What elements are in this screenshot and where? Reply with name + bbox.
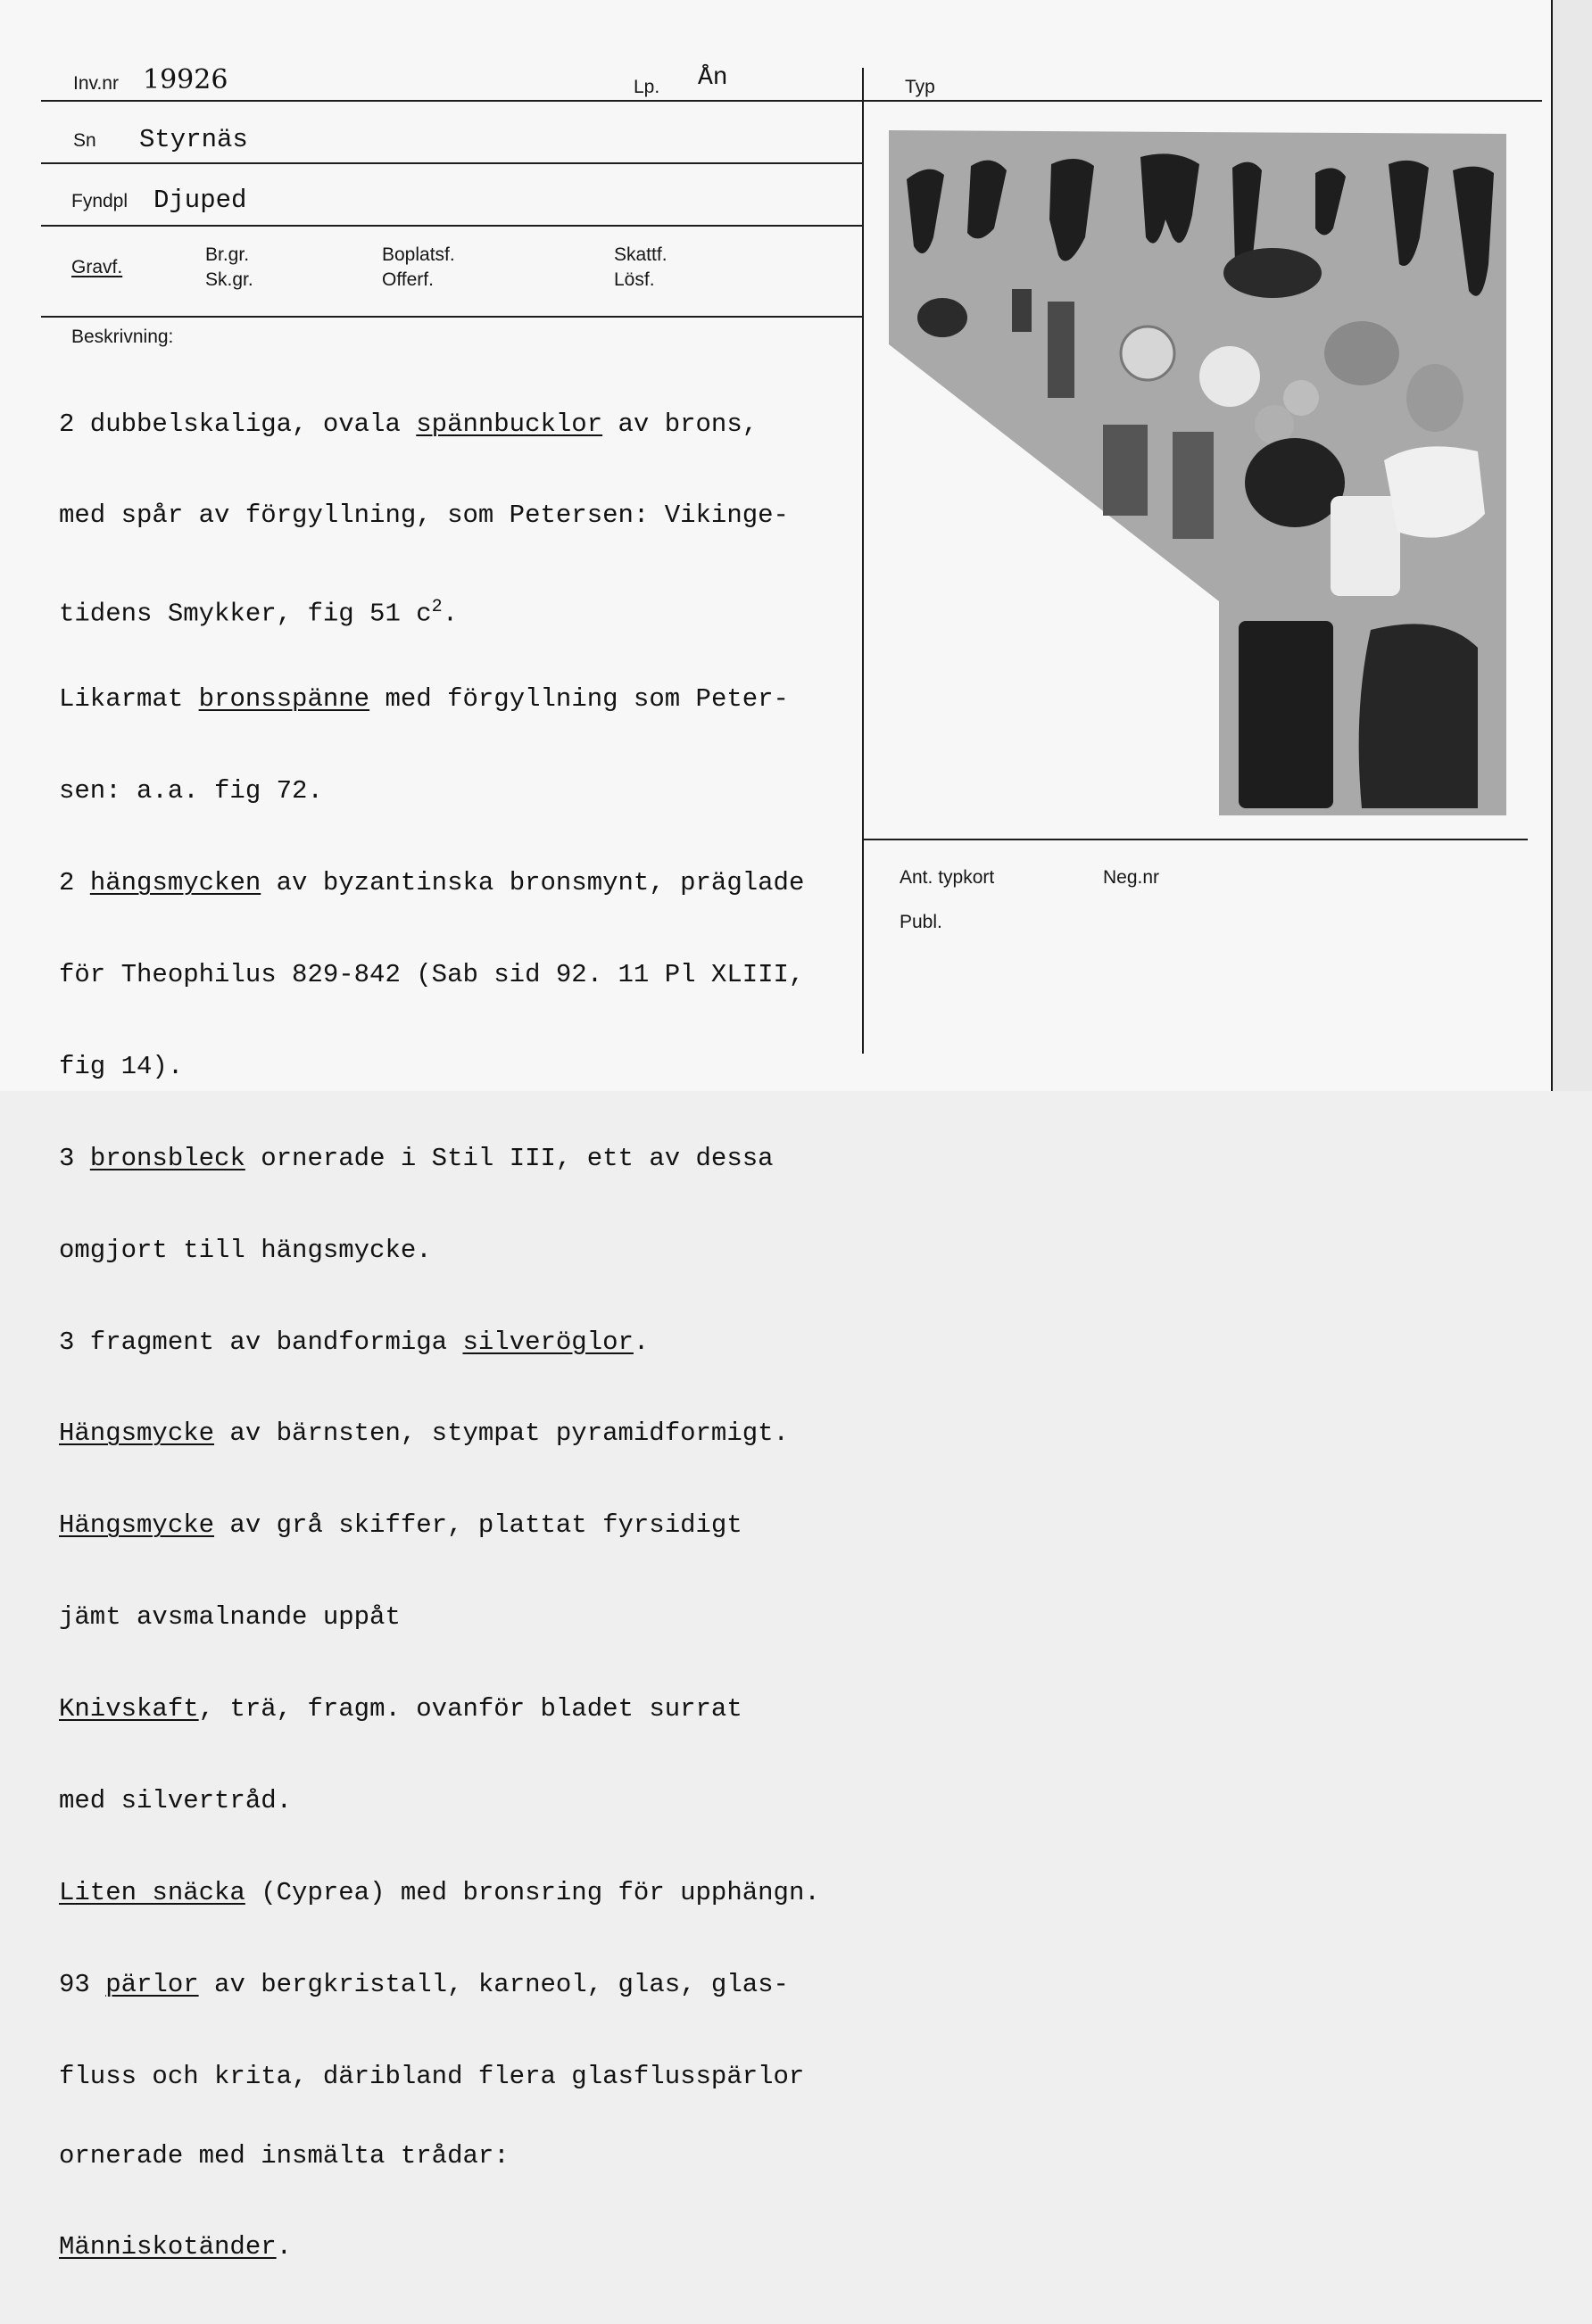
description-line [59,2232,820,2262]
row-divider-gravf [41,316,862,318]
text: 3 fragment av bandformiga [59,1327,463,1357]
ring-bead-icon [1199,346,1260,407]
fyndp-label: Fyndpl [71,191,129,211]
description-line: med silvertråd. [59,1785,293,1815]
keyword: Knivskaft [59,1694,199,1724]
lp-label: Lp. [634,77,660,97]
row-divider-fyndp [41,225,862,227]
keyword: hängsmycken [89,868,261,898]
keyword: bronsspänne [198,684,370,715]
description-line [59,1418,820,1449]
chalk-bead-icon [1331,496,1400,596]
text: Likarmat [59,684,199,715]
finds-photograph [889,130,1506,815]
text: . [442,600,459,630]
text: . [633,1327,650,1357]
sn-label: Sn [73,130,96,151]
bronze-plate-icon [1012,289,1032,332]
description-line [59,1144,820,1174]
keyword: Hängsmycke [59,1418,215,1449]
text: , trä, fragm. ovanför bladet surrat [198,1694,742,1724]
keyword: silveröglor [462,1327,634,1357]
lp-value: Ån [698,64,728,92]
ant-typkort-label: Ant. typkort [900,867,995,888]
inv-value: 19926 [143,64,228,95]
text: 93 [59,1969,106,1999]
glass-bead-icon [1255,405,1294,444]
boplatsf-label: Boplatsf. [382,244,455,265]
text: med förgyllning som Peter- [369,684,789,715]
column-divider [862,68,864,1054]
description-line [59,684,820,715]
keyword: Liten snäcka [59,1877,245,1907]
description-line [59,1327,820,1358]
skgr-label: Sk.gr. [205,269,253,290]
card-edge [1551,0,1592,1091]
fyndp-value: Djuped [153,186,247,215]
keyword: Hängsmycke [59,1510,215,1541]
crystal-bead-icon [1406,364,1463,432]
text: av bergkristall, karneol, glas, glas- [198,1969,789,1999]
superscript: 2 [431,597,443,618]
amber-bead-icon [1324,321,1399,385]
text: ornerade i Stil III, ett av dessa [245,1143,774,1173]
negnr-label: Neg.nr [1103,867,1160,888]
bronze-plate-icon [1173,432,1214,539]
keyword: bronsbleck [89,1143,245,1173]
typ-label: Typ [905,77,935,97]
description-line: jämt avsmalnande uppåt [59,1602,401,1633]
beskrivning-label: Beskrivning: [71,327,174,347]
slate-pendant-icon [1359,624,1478,808]
description-line [59,1510,820,1541]
description-line: omgjort till hängsmycke. [59,1235,432,1265]
coin-pendant-icon [1245,438,1345,527]
sn-value: Styrnäs [139,125,248,154]
glass-bead-icon [1283,380,1319,416]
description-line: för Theophilus 829-842 (Sab sid 92. 11 Pl XLIII, [59,959,805,989]
offerf-label: Offerf. [382,269,434,290]
text: av grå skiffer, plattat fyrsidigt [214,1510,742,1541]
description-line [59,1970,820,2000]
gravf-label: Gravf. [71,257,123,277]
text: av byzantinska bronsmynt, präglade [261,868,805,898]
text: . [276,2232,293,2262]
bronze-plate-icon [1103,425,1148,516]
skattf-label: Skattf. [614,244,667,265]
text: 2 dubbelskaliga, ovala [59,409,417,439]
description-line: fig 14). [59,1051,184,1081]
row-divider-ant [862,839,1528,840]
shell-icon [1223,248,1322,298]
text: av brons, [602,409,759,439]
bronze-plate-icon [1048,302,1074,398]
brgr-label: Br.gr. [205,244,250,265]
description-line: fluss och krita, däribland flera glasflusspärlor [59,2061,805,2091]
inv-label: Inv.nr [73,73,119,94]
losf-label: Lösf. [614,269,655,290]
keyword: Människotänder [59,2232,277,2262]
description-line [59,409,820,440]
row-divider-inv [41,100,1542,102]
description-line [59,1878,820,1908]
ring-bead-icon [1121,327,1174,380]
text: 3 [59,1143,90,1173]
description-line [59,592,820,630]
fragment-icon [917,298,967,337]
description-line [59,1694,820,1724]
description-line: sen: a.a. fig 72. [59,776,323,806]
publ-label: Publ. [900,912,942,932]
knife-haft-icon [1239,621,1333,808]
chalk-bead-icon [1384,446,1485,537]
keyword: spännbucklor [416,409,603,439]
text: tidens Smykker, fig 51 c [59,600,432,630]
text: av bärnsten, stympat pyramidformigt. [214,1418,789,1449]
text: 2 [59,868,90,898]
text: (Cyprea) med bronsring för upphängn. [245,1877,820,1907]
row-divider-sn [41,162,862,164]
description-text [59,348,820,2324]
description-line: ornerade med insmälta trådar: [59,2140,510,2171]
keyword: pärlor [105,1969,199,1999]
description-line: med spår av förgyllning, som Petersen: Vikinge- [59,500,789,531]
description-line [59,868,820,898]
